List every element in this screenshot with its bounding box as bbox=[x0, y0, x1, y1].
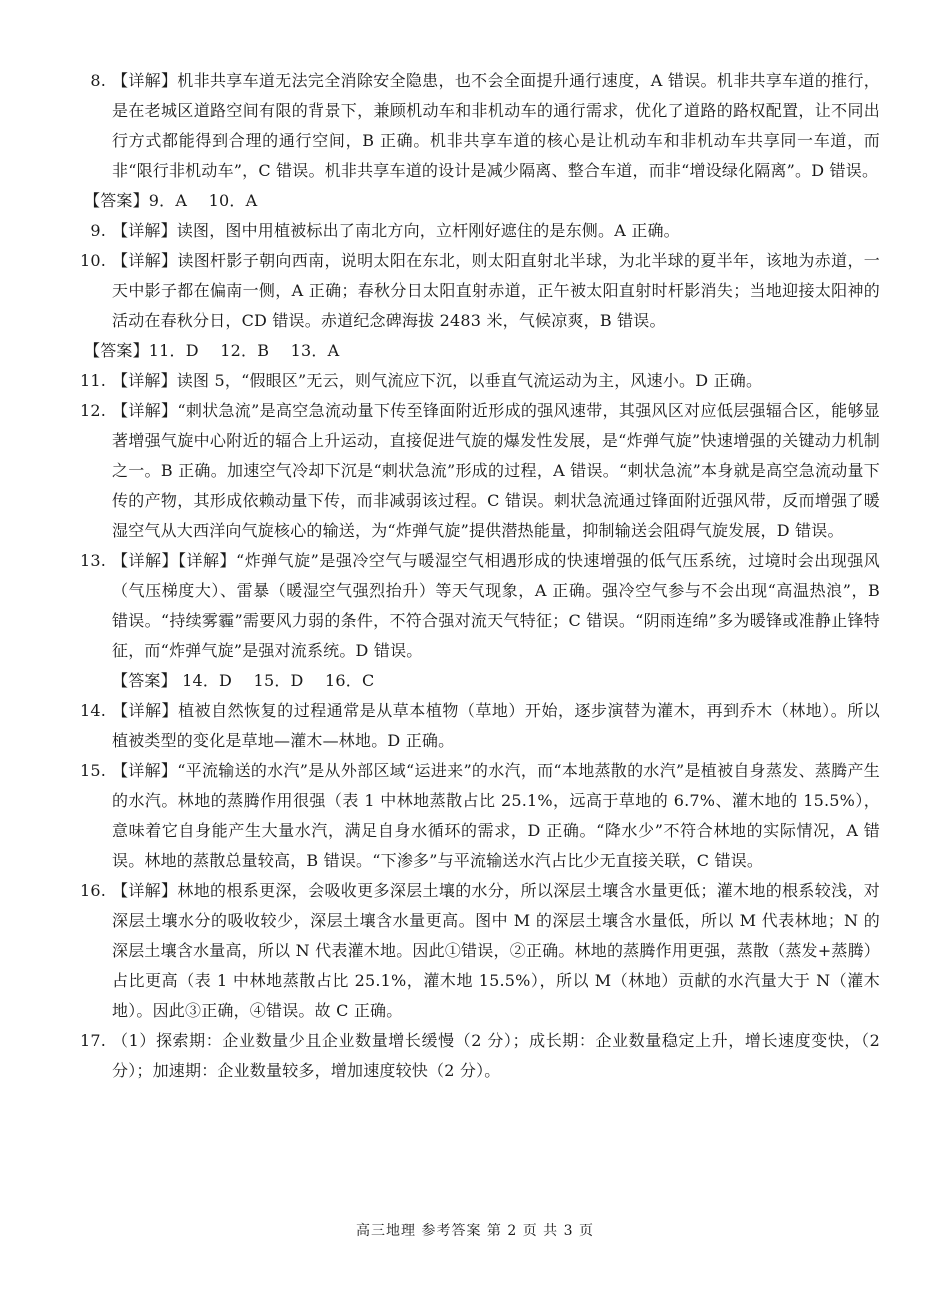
item-number: 17. bbox=[79, 1031, 106, 1050]
answer-item bbox=[70, 696, 880, 756]
item-number: 13. bbox=[79, 551, 106, 570]
answer-item bbox=[70, 756, 880, 876]
answer-content bbox=[70, 66, 880, 1086]
answer-key-line: 【答案】 14．D 15．D 16．C bbox=[112, 671, 375, 690]
item-text: （1）探索期：企业数量少且企业数量增长缓慢（2 分）；成长期：企业数量稳定上升，增长速度变快，（2 分）；加速期：企业数量较多，增加速度较快（2 分）。 bbox=[112, 1031, 880, 1080]
item-text: 【详解】林地的根系更深，会吸收更多深层土壤的水分，所以深层土壤含水量更低；灌木地的根系较浅，对深层土壤水分的吸收较少，深层土壤含水量更高。图中 M 的深层土壤含水量低，所以 M 代表林地；N 的深层土壤含水量高，所以 N 代表灌木地。因此①错误，②正确。林地的蒸腾作用更强，蒸散（蒸发+蒸腾）占比更高（表 1 中林地蒸散占比 25.1%，灌木地 15.5%），所以 M（林地）贡献的水汽量大于 N（灌木地）。因此③正确，④错误。故 C 正确。 bbox=[112, 881, 880, 1020]
item-number: 8. bbox=[90, 71, 106, 90]
item-text: 【详解】读图，图中用植被标出了南北方向，立杆刚好遮住的是东侧。A 正确。 bbox=[112, 221, 680, 240]
answer-key-line: 【答案】11．D 12．B 13．A bbox=[84, 341, 340, 360]
answer-item bbox=[70, 396, 880, 546]
answer-item bbox=[70, 66, 880, 186]
item-number: 9. bbox=[90, 221, 106, 240]
item-text: 【详解】读图 5，“假眼区”无云，则气流应下沉，以垂直气流运动为主，风速小。D 正确。 bbox=[112, 371, 763, 390]
answer-item bbox=[70, 246, 880, 336]
page-footer: 高三地理 参考答案 第 2 页 共 3 页 bbox=[356, 1223, 594, 1239]
answer-item bbox=[70, 1026, 880, 1086]
answer-item bbox=[70, 876, 880, 1026]
item-text: 【详解】“平流输送的水汽”是从外部区域“运进来”的水汽，而“本地蒸散的水汽”是植被自身蒸发、蒸腾产生的水汽。林地的蒸腾作用很强（表 1 中林地蒸散占比 25.1%，远高于草地的 6.7%、灌木地的 15.5%），意味着它自身能产生大量水汽，满足自身水循环的需求，D 正确。“降水少”不符合林地的实际情况，A 错误。林地的蒸散总量较高，B 错误。“下渗多”与平流输送水汽占比少无直接关联，C 错误。 bbox=[112, 761, 880, 870]
answer-item bbox=[70, 546, 880, 666]
item-text: 【详解】“刺状急流”是高空急流动量下传至锋面附近形成的强风速带，其强风区对应低层强辐合区，能够显著增强气旋中心附近的辐合上升运动，直接促进气旋的爆发性发展，是“炸弹气旋”快速增强的关键动力机制之一。B 正确。加速空气冷却下沉是“刺状急流”形成的过程，A 错误。“刺状急流”本身就是高空急流动量下传的产物，其形成依赖动量下传，而非减弱该过程。C 错误。刺状急流通过锋面附近强风带，反而增强了暖湿空气从大西洋向气旋核心的输送，为“炸弹气旋”提供潜热能量，抑制输送会阻碍气旋发展，D 错误。 bbox=[112, 401, 880, 540]
item-number: 14. bbox=[79, 701, 106, 720]
item-number: 12. bbox=[79, 401, 106, 420]
item-text: 【详解】【详解】“炸弹气旋”是强冷空气与暖湿空气相遇形成的快速增强的低气压系统，过境时会出现强风（气压梯度大）、雷暴（暖湿空气强烈抬升）等天气现象，A 正确。强冷空气参与不会出现“高温热浪”，B 错误。“持续雾霾”需要风力弱的条件，不符合强对流天气特征；C 错误。“阴雨连绵”多为暖锋或准静止锋特征，而“炸弹气旋”是强对流系统。D 错误。 bbox=[112, 551, 880, 660]
item-number: 11. bbox=[79, 371, 106, 390]
answer-item bbox=[70, 366, 880, 396]
item-text: 【详解】机非共享车道无法完全消除安全隐患，也不会全面提升通行速度，A 错误。机非共享车道的推行，是在老城区道路空间有限的背景下，兼顾机动车和非机动车的通行需求，优化了道路的路权配置，让不同出行方式都能得到合理的通行空间，B 正确。机非共享车道的核心是让机动车和非机动车共享同一车道，而非“限行非机动车”，C 错误。机非共享车道的设计是减少隔离、整合车道，而非“增设绿化隔离”。D 错误。 bbox=[112, 71, 880, 180]
item-number: 15. bbox=[79, 761, 106, 780]
item-text: 【详解】读图杆影子朝向西南，说明太阳在东北，则太阳直射北半球，为北半球的夏半年，该地为赤道，一天中影子都在偏南一侧，A 正确；春秋分日太阳直射赤道，正午被太阳直射时杆影消失；当地迎接太阳神的活动在春秋分日，CD 错误。赤道纪念碑海拔 2483 米，气候凉爽，B 错误。 bbox=[112, 251, 880, 330]
item-number: 16. bbox=[79, 881, 106, 900]
answer-item bbox=[70, 216, 880, 246]
item-text: 【详解】植被自然恢复的过程通常是从草本植物（草地）开始，逐步演替为灌木，再到乔木（林地）。所以植被类型的变化是草地—灌木—林地。D 正确。 bbox=[112, 701, 880, 750]
item-number: 10. bbox=[79, 251, 106, 270]
answer-key-line: 【答案】9．A 10．A bbox=[84, 191, 258, 210]
